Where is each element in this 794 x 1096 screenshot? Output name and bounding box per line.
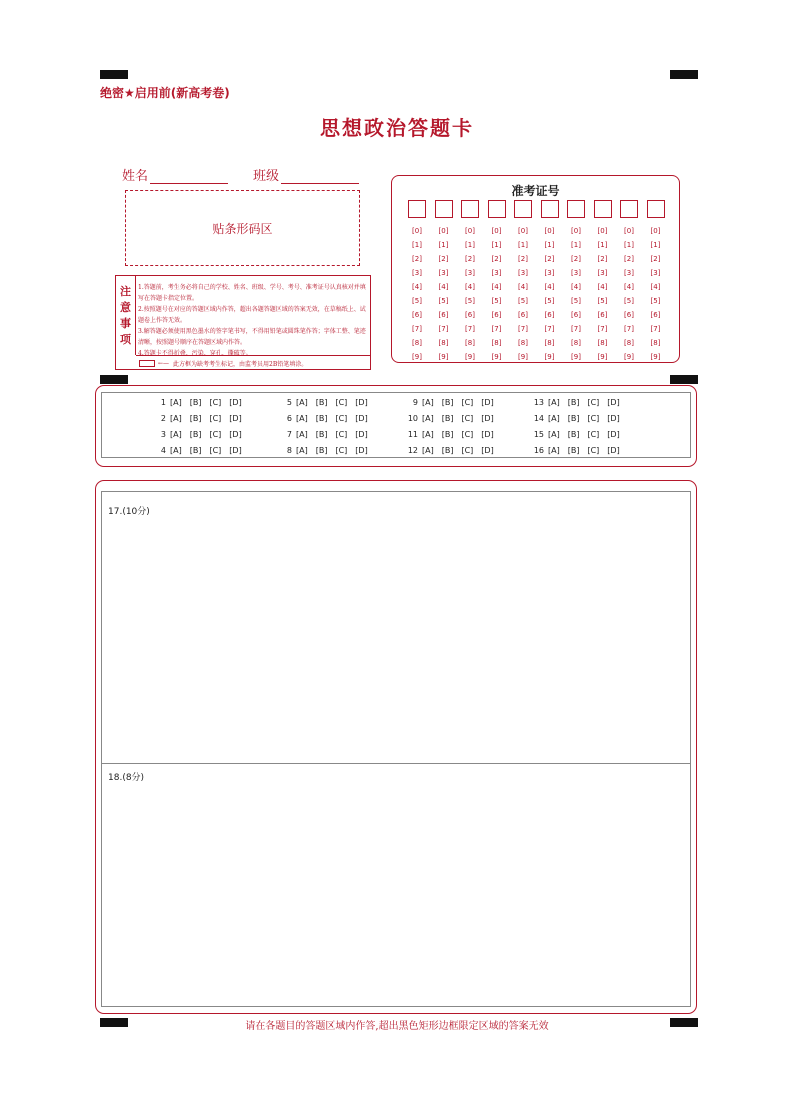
exam-id-bubble[interactable]: [3] [465,269,475,277]
choice-bubble[interactable]: [C] [461,414,474,423]
choice-bubble[interactable]: [A] [422,430,434,439]
choice-bubble[interactable]: [B] [315,430,328,439]
exam-id-digit-box[interactable] [594,200,612,218]
footer-note: 请在各题目的答题区域内作答,超出黑色矩形边框限定区域的答案无效 [245,1021,549,1032]
exam-id-bubble[interactable]: [7] [624,325,634,333]
choice-bubble[interactable]: [B] [567,430,580,439]
question-17-label: 17.(10分) [108,507,150,517]
exam-id-bubble[interactable]: [0] [650,227,661,235]
exam-id-bubble[interactable]: [0] [491,227,502,235]
choice-bubble[interactable]: [A] [170,414,182,423]
name-label: 姓名 [122,169,149,184]
exam-id-column [435,200,455,364]
exam-id-bubble[interactable]: [3] [650,269,661,277]
question-number: 16 [533,446,544,455]
exam-id-bubble[interactable]: [5] [571,297,581,305]
choice-question [530,430,628,439]
exam-id-bubble[interactable]: [4] [544,283,555,291]
exam-id-bubble[interactable]: [3] [624,269,634,277]
exam-id-bubble[interactable]: [4] [571,283,581,291]
absent-mark-box[interactable] [139,360,155,367]
exam-id-bubble[interactable]: [2] [465,255,475,263]
choice-bubble[interactable]: [D] [481,398,494,407]
question-number: 12 [407,446,418,455]
choice-bubble[interactable]: [B] [189,398,202,407]
exam-id-bubble[interactable]: [0] [624,227,634,235]
notes-heading [116,276,136,355]
class-input-line[interactable] [281,170,359,184]
exam-id-bubble[interactable]: [8] [465,339,475,347]
choice-bubble[interactable]: [B] [567,398,580,407]
exam-id-bubble[interactable]: [5] [650,297,661,305]
answer-divider [102,763,690,764]
exam-id-bubble[interactable]: [6] [518,311,528,319]
exam-id-bubble[interactable]: [8] [597,339,608,347]
choice-question [404,446,502,455]
choice-bubble[interactable]: [D] [355,430,368,439]
arrow-left-icon: ←— [158,359,170,367]
question-number: 13 [533,398,544,407]
choice-bubble[interactable]: [D] [607,446,620,455]
exam-id-column [514,200,534,364]
exam-id-bubble[interactable]: [8] [438,339,449,347]
choice-bubble[interactable]: [B] [441,398,454,407]
exam-id-column [647,200,667,364]
exam-id-bubble[interactable]: [5] [491,297,502,305]
exam-id-bubble[interactable]: [8] [518,339,528,347]
exam-id-bubble[interactable]: [7] [571,325,581,333]
choice-question [152,446,250,455]
exam-id-bubble[interactable]: [3] [571,269,581,277]
exam-id-bubble[interactable]: [3] [597,269,608,277]
exam-id-bubble[interactable]: [5] [438,297,449,305]
choice-bubble[interactable]: [B] [189,430,202,439]
notes-heading-char: 意 [120,300,131,314]
exam-id-bubble[interactable]: [1] [438,241,449,249]
exam-id-bubble[interactable]: [0] [597,227,608,235]
exam-id-bubble[interactable]: [7] [597,325,608,333]
choice-bubble[interactable]: [B] [567,446,580,455]
choice-question [152,430,250,439]
choice-bubble[interactable]: [C] [335,414,348,423]
choice-bubble[interactable]: [C] [587,398,600,407]
note-item: 3.解答题必须使用黑色墨水的签字笔书写，不得用铅笔或圆珠笔作答；字体工整、笔迹清晰，按照题号顺序在答题区域内作答。 [138,328,366,346]
question-number: 2 [160,414,166,423]
exam-id-bubble[interactable]: [8] [650,339,661,347]
exam-id-bubble[interactable]: [6] [491,311,502,319]
exam-id-bubble[interactable]: [5] [597,297,608,305]
notes-heading-char: 项 [120,332,131,346]
question-number: 14 [533,414,544,423]
exam-id-bubble[interactable]: [9] [518,353,528,361]
choice-bubble[interactable]: [A] [296,398,308,407]
choice-bubble[interactable]: [A] [422,414,434,423]
exam-id-column [488,200,508,364]
choice-bubble[interactable]: [D] [607,414,620,423]
exam-id-bubble[interactable]: [6] [624,311,634,319]
exam-id-bubble[interactable]: [4] [597,283,608,291]
exam-id-bubble[interactable]: [2] [544,255,555,263]
choice-bubble[interactable]: [D] [355,398,368,407]
choice-question [152,398,250,407]
exam-id-bubble[interactable]: [1] [518,241,528,249]
exam-id-bubble[interactable]: [2] [650,255,661,263]
choice-question [404,414,502,423]
notes-heading-char: 事 [120,316,131,330]
registration-mark [100,375,128,384]
exam-id-digit-box[interactable] [620,200,638,218]
exam-id-column [567,200,587,364]
exam-id-bubble[interactable]: [9] [544,353,555,361]
choice-question [530,414,628,423]
exam-id-bubble[interactable]: [7] [438,325,449,333]
choice-bubble[interactable]: [C] [335,430,348,439]
question-number: 11 [407,430,418,439]
choice-bubble[interactable]: [D] [229,414,242,423]
choice-bubble[interactable]: [B] [315,414,328,423]
choice-bubble[interactable]: [A] [296,430,308,439]
choice-bubble[interactable]: [D] [229,430,242,439]
exam-id-bubble[interactable]: [9] [412,353,422,361]
choice-bubble[interactable]: [D] [481,414,494,423]
choice-bubble[interactable]: [B] [441,430,454,439]
question-number: 3 [160,430,166,439]
exam-id-bubble[interactable]: [7] [491,325,502,333]
exam-id-bubble[interactable]: [0] [465,227,475,235]
exam-id-bubble[interactable]: [7] [465,325,475,333]
choice-question [530,398,628,407]
exam-id-bubble[interactable]: [0] [438,227,449,235]
choice-question [278,398,376,407]
exam-id-bubble[interactable]: [0] [571,227,581,235]
choice-question [404,398,502,407]
choice-bubble[interactable]: [B] [441,414,454,423]
choice-bubble[interactable]: [D] [607,430,620,439]
choice-bubble[interactable]: [C] [587,430,600,439]
name-input-line[interactable] [150,170,228,184]
exam-id-bubble[interactable]: [6] [465,311,475,319]
exam-id-bubble[interactable]: [2] [624,255,634,263]
choice-bubble[interactable]: [A] [170,446,182,455]
exam-id-bubble[interactable]: [9] [650,353,661,361]
exam-id-bubble[interactable]: [2] [597,255,608,263]
exam-id-bubble[interactable]: [0] [412,227,422,235]
note-item: 2.按照题号在对应的答题区域内作答，超出各题答题区域的答案无效，在草稿纸上、试题卷上作答无效。 [138,306,366,324]
exam-id-bubble[interactable]: [5] [544,297,555,305]
choice-bubble[interactable]: [A] [548,446,560,455]
choice-bubble[interactable]: [D] [229,398,242,407]
exam-id-bubble[interactable]: [2] [571,255,581,263]
exam-id-bubble[interactable]: [8] [624,339,634,347]
exam-id-bubble[interactable]: [3] [438,269,449,277]
exam-id-bubble[interactable]: [1] [544,241,555,249]
choice-bubble[interactable]: [C] [209,398,222,407]
choice-bubble[interactable]: [B] [189,414,202,423]
name-field[interactable] [122,165,228,184]
exam-id-bubble[interactable]: [8] [491,339,502,347]
exam-id-bubble[interactable]: [3] [518,269,528,277]
question-number: 8 [286,446,292,455]
barcode-area [125,190,360,266]
exam-id-bubble[interactable]: [5] [465,297,475,305]
question-number: 5 [286,398,292,407]
choice-bubble[interactable]: [B] [315,398,328,407]
exam-id-bubble[interactable]: [4] [650,283,661,291]
exam-id-bubble[interactable]: [9] [465,353,475,361]
class-field[interactable] [253,165,359,184]
answer-area[interactable] [101,491,691,1007]
exam-id-digit-box[interactable] [541,200,559,218]
exam-id-bubble[interactable]: [6] [650,311,661,319]
exam-id-bubble[interactable]: [3] [544,269,555,277]
exam-id-column [620,200,640,364]
exam-id-title: 准考证号 [511,184,560,198]
exam-id-bubble[interactable]: [2] [518,255,528,263]
exam-id-column [408,200,428,364]
exam-id-bubble[interactable]: [6] [438,311,449,319]
question-number: 15 [533,430,544,439]
choice-bubble[interactable]: [A] [170,398,182,407]
exam-id-bubble[interactable]: [9] [624,353,634,361]
choice-bubble[interactable]: [C] [335,398,348,407]
choice-bubble[interactable]: [C] [587,414,600,423]
exam-id-panel [391,175,680,363]
exam-id-bubble[interactable]: [3] [412,269,422,277]
note-item: 4.答题卡不得折叠、污染、穿孔、撕破等。 [138,350,252,357]
barcode-label: 贴条形码区 [212,221,273,236]
notes-body [138,282,368,359]
exam-id-bubble[interactable]: [1] [491,241,502,249]
choice-bubble[interactable]: [C] [209,430,222,439]
choice-question [152,414,250,423]
exam-id-column [594,200,614,364]
exam-id-bubble[interactable]: [1] [624,241,634,249]
registration-mark [670,375,698,384]
exam-id-bubble[interactable]: [7] [650,325,661,333]
exam-id-digit-box[interactable] [514,200,532,218]
choice-bubble[interactable]: [B] [567,414,580,423]
exam-id-digit-box[interactable] [461,200,479,218]
exam-id-column [541,200,561,364]
choice-question [530,446,628,455]
exam-id-bubble[interactable]: [2] [412,255,422,263]
choice-bubble[interactable]: [C] [461,446,474,455]
exam-id-bubble[interactable]: [5] [518,297,528,305]
choice-bubble[interactable]: [C] [335,446,348,455]
choice-question [404,430,502,439]
choice-bubble[interactable]: [A] [296,446,308,455]
exam-id-bubble[interactable]: [4] [438,283,449,291]
choice-bubble[interactable]: [C] [209,446,222,455]
choice-section [95,385,697,467]
exam-id-bubble[interactable]: [6] [571,311,581,319]
exam-id-bubble[interactable]: [2] [438,255,449,263]
exam-id-bubble[interactable]: [8] [412,339,422,347]
note-item: 1.答题前，考生务必将自己的学校、姓名、班级、学号、考号、准考证号认真核对并填写在答题卡指定位置。 [138,284,366,302]
exam-id-bubble[interactable]: [6] [544,311,555,319]
exam-id-bubble[interactable]: [0] [544,227,555,235]
choice-bubble[interactable]: [D] [355,446,368,455]
question-number: 10 [407,414,418,423]
class-label: 班级 [253,169,280,184]
notes-heading-char: 注 [120,284,131,298]
exam-id-bubble[interactable]: [4] [412,283,422,291]
exam-id-bubble[interactable]: [1] [412,241,422,249]
exam-id-digit-box[interactable] [567,200,585,218]
exam-id-bubble[interactable]: [3] [491,269,502,277]
page-title: 思想政治答题卡 [320,116,474,140]
absent-mark-row [136,355,370,370]
choice-bubble[interactable]: [C] [587,446,600,455]
exam-id-bubble[interactable]: [1] [571,241,581,249]
choice-grid [101,392,691,458]
choice-bubble[interactable]: [D] [481,430,494,439]
question-18-label: 18.(8分) [108,773,145,783]
choice-bubble[interactable]: [D] [229,446,242,455]
answer-section [95,480,697,1014]
exam-id-bubble[interactable]: [1] [597,241,608,249]
exam-id-column [461,200,481,364]
exam-id-bubble[interactable]: [0] [518,227,528,235]
exam-id-bubble[interactable]: [5] [624,297,634,305]
exam-id-digit-box[interactable] [647,200,665,218]
choice-bubble[interactable]: [C] [461,398,474,407]
exam-id-bubble[interactable]: [7] [544,325,555,333]
exam-id-bubble[interactable]: [8] [571,339,581,347]
exam-id-bubble[interactable]: [6] [412,311,422,319]
exam-id-bubble[interactable]: [4] [624,283,634,291]
exam-id-bubble[interactable]: [9] [438,353,449,361]
choice-bubble[interactable]: [A] [296,414,308,423]
choice-question [278,430,376,439]
exam-id-bubble[interactable]: [1] [465,241,475,249]
choice-bubble[interactable]: [B] [441,446,454,455]
exam-id-bubble[interactable]: [1] [650,241,661,249]
exam-id-digit-box[interactable] [488,200,506,218]
question-number: 6 [286,414,292,423]
exam-id-digit-box[interactable] [408,200,426,218]
choice-question [278,414,376,423]
question-number: 9 [412,398,418,407]
choice-bubble[interactable]: [D] [607,398,620,407]
exam-id-bubble[interactable]: [7] [412,325,422,333]
exam-id-bubble[interactable]: [2] [491,255,502,263]
question-number: 7 [286,430,292,439]
choice-bubble[interactable]: [B] [315,446,328,455]
exam-id-bubble[interactable]: [6] [597,311,608,319]
exam-id-digit-box[interactable] [435,200,453,218]
absent-mark-note: 此方框为缺考考生标记，由监考员用2B铅笔填涂。 [173,360,308,368]
exam-id-bubble[interactable]: [4] [465,283,475,291]
exam-id-bubble[interactable]: [8] [544,339,555,347]
secret-label: 绝密★启用前(新高考卷) [100,86,230,100]
question-number: 4 [160,446,166,455]
exam-id-bubble[interactable]: [7] [518,325,528,333]
notes-box [115,275,371,370]
exam-id-bubble[interactable]: [9] [597,353,608,361]
choice-bubble[interactable]: [A] [422,398,434,407]
choice-bubble[interactable]: [C] [461,430,474,439]
choice-bubble[interactable]: [A] [422,446,434,455]
exam-id-bubble[interactable]: [5] [412,297,422,305]
choice-bubble[interactable]: [D] [481,446,494,455]
exam-id-bubble[interactable]: [4] [518,283,528,291]
choice-bubble[interactable]: [B] [189,446,202,455]
choice-bubble[interactable]: [C] [209,414,222,423]
choice-bubble[interactable]: [D] [355,414,368,423]
exam-id-bubble[interactable]: [9] [491,353,502,361]
choice-bubble[interactable]: [A] [548,398,560,407]
choice-bubble[interactable]: [A] [548,414,560,423]
exam-id-bubble[interactable]: [9] [571,353,581,361]
question-number: 1 [160,398,166,407]
registration-mark [100,70,128,79]
choice-bubble[interactable]: [A] [548,430,560,439]
exam-id-bubble[interactable]: [4] [491,283,502,291]
choice-question [278,446,376,455]
choice-bubble[interactable]: [A] [170,430,182,439]
registration-mark [670,70,698,79]
